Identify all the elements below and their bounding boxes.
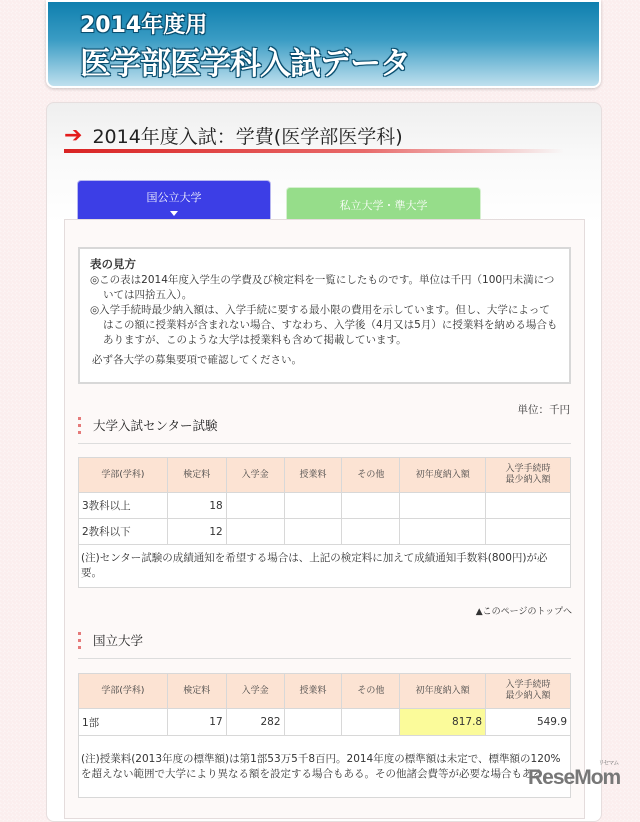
divider <box>78 443 571 444</box>
column-header: 検定料 <box>167 458 226 493</box>
column-header: 検定料 <box>167 674 226 709</box>
info-item: ◎入学手続時最少納入額は、入学手続に要する最小限の費用を示しています。但し、大学によってはこの額に授業料が含まれない場合、すなわち、入学後（4月又は5月）に授業料を納める場合もありますが、このような大学は授業料も含めて掲載しています。 <box>90 304 558 346</box>
column-header: その他 <box>342 458 400 493</box>
center-exam-table <box>78 457 571 588</box>
info-heading: 表の見方 <box>90 257 136 271</box>
column-header: 授業料 <box>284 458 342 493</box>
table-note: (注)授業料(2013年度の標準額)は第1部53万5千8百円。2014年度の標準額は未定で、標準額の120%を超えない範囲で大学により異なる額を設定する場合もある。その他諸会費等が必要な場合もある。 <box>79 736 571 798</box>
table-row <box>79 519 571 545</box>
table-cell <box>284 493 342 519</box>
tab-label: 国公立大学 <box>146 191 202 204</box>
banner-title: 医学部医学科入試データ <box>80 46 410 82</box>
arrow-right-icon: ➔ <box>64 123 83 148</box>
table-cell <box>400 519 486 545</box>
table-cell <box>342 493 400 519</box>
table-cell <box>342 519 400 545</box>
table-cell <box>284 709 342 736</box>
column-header: その他 <box>342 674 400 709</box>
column-header: 学部(学科) <box>79 458 168 493</box>
divider <box>78 658 571 659</box>
table-cell: 282 <box>226 709 284 736</box>
table-cell: 549.9 <box>486 709 571 736</box>
info-footer: 必ず各大学の募集要項で確認してください。 <box>92 354 302 366</box>
table-header-row <box>79 458 571 493</box>
section-heading-national: 国立大学 <box>78 632 143 649</box>
info-item: ◎この表は2014年度入学生の学費及び検定料を一覧にしたものです。単位は千円（100円未満については四捨五入）。 <box>90 274 555 301</box>
column-header: 初年度納入額 <box>400 674 486 709</box>
table-header-row <box>79 674 571 709</box>
table-cell: 1部 <box>79 709 168 736</box>
page-title <box>64 122 403 149</box>
table-cell <box>486 519 571 545</box>
tab-label: 私立大学・準大学 <box>339 199 428 212</box>
tab-private[interactable] <box>286 187 481 220</box>
table-cell: 18 <box>167 493 226 519</box>
resemom-logo <box>528 761 621 790</box>
table-cell: 2教科以下 <box>79 519 168 545</box>
table-row <box>79 709 571 736</box>
logo-text: ReseMom <box>528 766 621 789</box>
table-cell: 3教科以上 <box>79 493 168 519</box>
page-top-link[interactable]: ▲このページのトップへ <box>475 607 572 617</box>
table-cell: 12 <box>167 519 226 545</box>
column-header: 初年度納入額 <box>400 458 486 493</box>
table-cell <box>486 493 571 519</box>
table-cell <box>226 493 284 519</box>
column-header: 授業料 <box>284 674 342 709</box>
column-header: 入学手続時 最少納入額 <box>486 458 571 493</box>
header-banner <box>46 0 601 88</box>
table-cell: 817.8 <box>400 709 486 736</box>
column-header: 入学金 <box>226 674 284 709</box>
table-note: (注)センター試験の成績通知を希望する場合は、上記の検定料に加えて成績通知手数料(800円)が必要。 <box>79 545 571 588</box>
table-cell <box>400 493 486 519</box>
title-underline <box>64 149 564 153</box>
unit-label: 単位：千円 <box>517 404 570 416</box>
table-cell <box>342 709 400 736</box>
tab-national-public[interactable] <box>77 180 271 220</box>
column-header: 入学金 <box>226 458 284 493</box>
caret-down-icon <box>170 211 178 216</box>
banner-year: 2014年度用 <box>80 13 208 38</box>
logo-sub: リセマム <box>598 761 619 767</box>
info-box <box>78 247 571 384</box>
section-heading-center: 大学入試センター試験 <box>78 417 218 434</box>
page-title-text: 2014年度入試：学費(医学部医学科) <box>92 126 403 148</box>
table-cell <box>226 519 284 545</box>
column-header: 入学手続時 最少納入額 <box>486 674 571 709</box>
table-cell <box>284 519 342 545</box>
national-table <box>78 673 571 798</box>
column-header: 学部(学科) <box>79 674 168 709</box>
table-cell: 17 <box>167 709 226 736</box>
table-row <box>79 493 571 519</box>
